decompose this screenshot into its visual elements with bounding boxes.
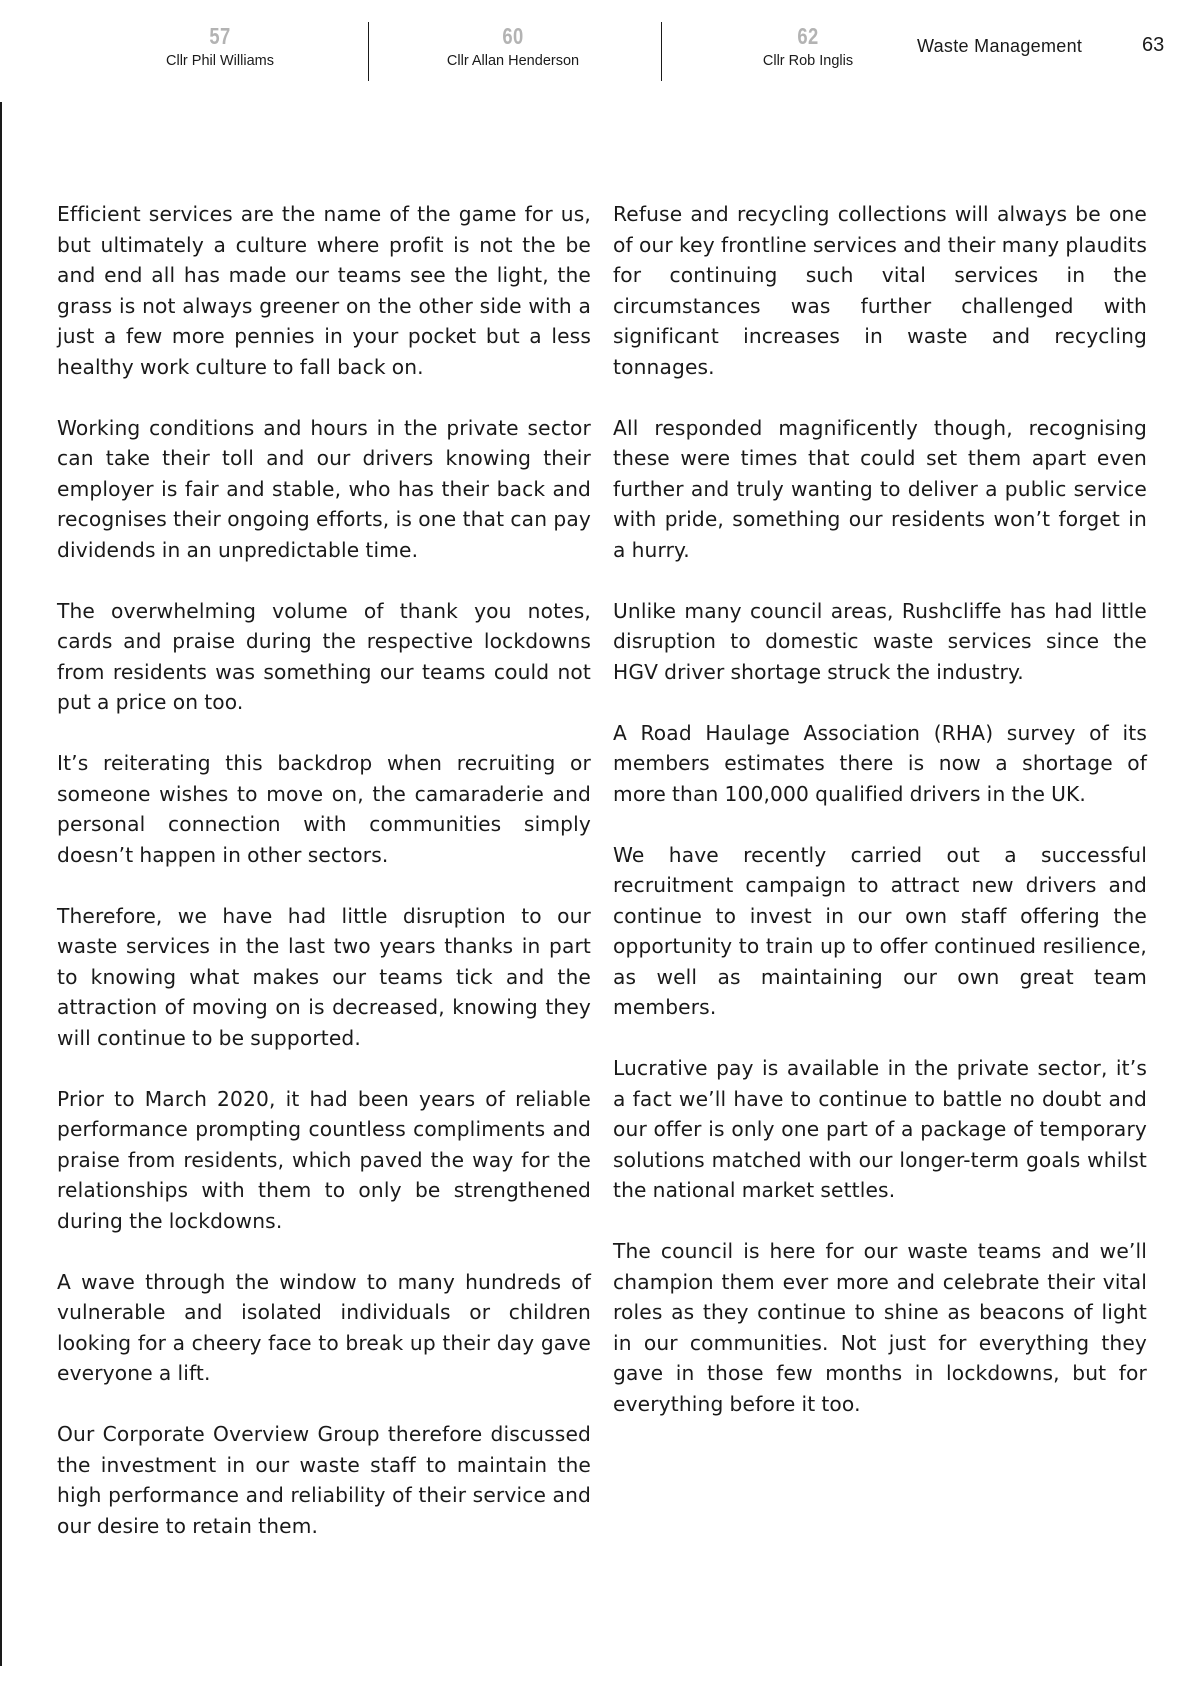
paragraph: Refuse and recycling collections will always be one of our key frontline services and their many plaudits for continuing such vital services in the circumstances was further challenged with significant increases in waste and recycling tonnages. [613,202,1147,379]
nav-link-cllr-rob-inglis[interactable] [698,22,918,71]
right-column [613,199,1147,1572]
left-column [57,199,591,1572]
nav-councillor-name: Cllr Phil Williams [166,53,274,69]
paragraph: Our Corporate Overview Group therefore discussed the investment in our waste staff to maintain the high performance and reliability of their service and our desire to retain them. [57,1422,591,1538]
paragraph: We have recently carried out a successful recruitment campaign to attract new drivers and continue to invest in our own staff offering the opportunity to train up to offer continued resilience, as well as maintaining our own great team members. [613,842,1147,1019]
paragraph: The overwhelming volume of thank you notes, cards and praise during the respective lockdowns from residents was something our teams could not put a price on too. [57,598,591,714]
paragraph: Lucrative pay is available in the private sector, it’s a fact we’ll have to continue to battle no doubt and our offer is only one part of a package of temporary solutions matched with our longer-term goals whilst the national market settles. [613,1056,1147,1202]
nav-councillor-name: Cllr Rob Inglis [762,53,854,69]
nav-page-number: 62 [797,23,819,49]
paragraph: It’s reiterating this backdrop when recruiting or someone wishes to move on, the camaraderie and personal connection with communities simply doesn’t happen in other sectors. [57,751,591,867]
nav-page-number: 57 [209,23,231,49]
paragraph: A wave through the window to many hundreds of vulnerable and isolated individuals or children looking for a cheery face to break up their day gave everyone a lift. [57,1269,591,1385]
nav-councillor-name: Cllr Allan Henderson [446,53,580,69]
paragraph: Efficient services are the name of the game for us, but ultimately a culture where profit is not the be and end all has made our teams see the light, the grass is not always greener on the other side with a just a few more pennies in your pocket but a less healthy work culture to fall back on. [57,202,591,379]
paragraph: Prior to March 2020, it had been years of reliable performance prompting countless compliments and praise from residents, which paved the way for the relationships with them to only be strengthened during the lockdowns. [57,1086,591,1233]
paragraph: A Road Haulage Association (RHA) survey of its members estimates there is now a shortage of more than 100,000 qualified drivers in the UK. [613,720,1147,806]
paragraph: Unlike many council areas, Rushcliffe has had little disruption to domestic waste services since the HGV driver shortage struck the industry. [613,598,1147,684]
paragraph: The council is here for our waste teams and we’ll champion them ever more and celebrate their vital roles as they continue to shine as beacons of light in our communities. Not just for everything they gave in those few months in lockdowns, but for everything before it too. [613,1239,1147,1416]
page-number: 63 [1142,34,1165,56]
article-body [57,199,1147,1572]
paragraph: Therefore, we have had little disruption to our waste services in the last two years thanks in part to knowing what makes our teams tick and the attraction of moving on is decreased, knowing they will continue to be supported. [57,903,591,1050]
paragraph: Working conditions and hours in the private sector can take their toll and our drivers knowing their employer is fair and stable, who has their back and recognises their ongoing efforts, is one that can pay dividends in an unpredictable time. [57,415,591,562]
nav-link-cllr-allan-henderson[interactable] [403,22,623,71]
nav-divider [368,22,369,81]
section-title: Waste Management [917,36,1083,56]
nav-link-cllr-phil-williams[interactable] [110,22,330,71]
page-header [0,0,1200,100]
nav-page-number: 60 [502,23,524,49]
paragraph: All responded magnificently though, recognising these were times that could set them apart even further and truly wanting to deliver a public service with pride, something our residents won’t forget in a hurry. [613,415,1147,562]
page-edge-rule [0,102,2,1666]
nav-divider [661,22,662,81]
